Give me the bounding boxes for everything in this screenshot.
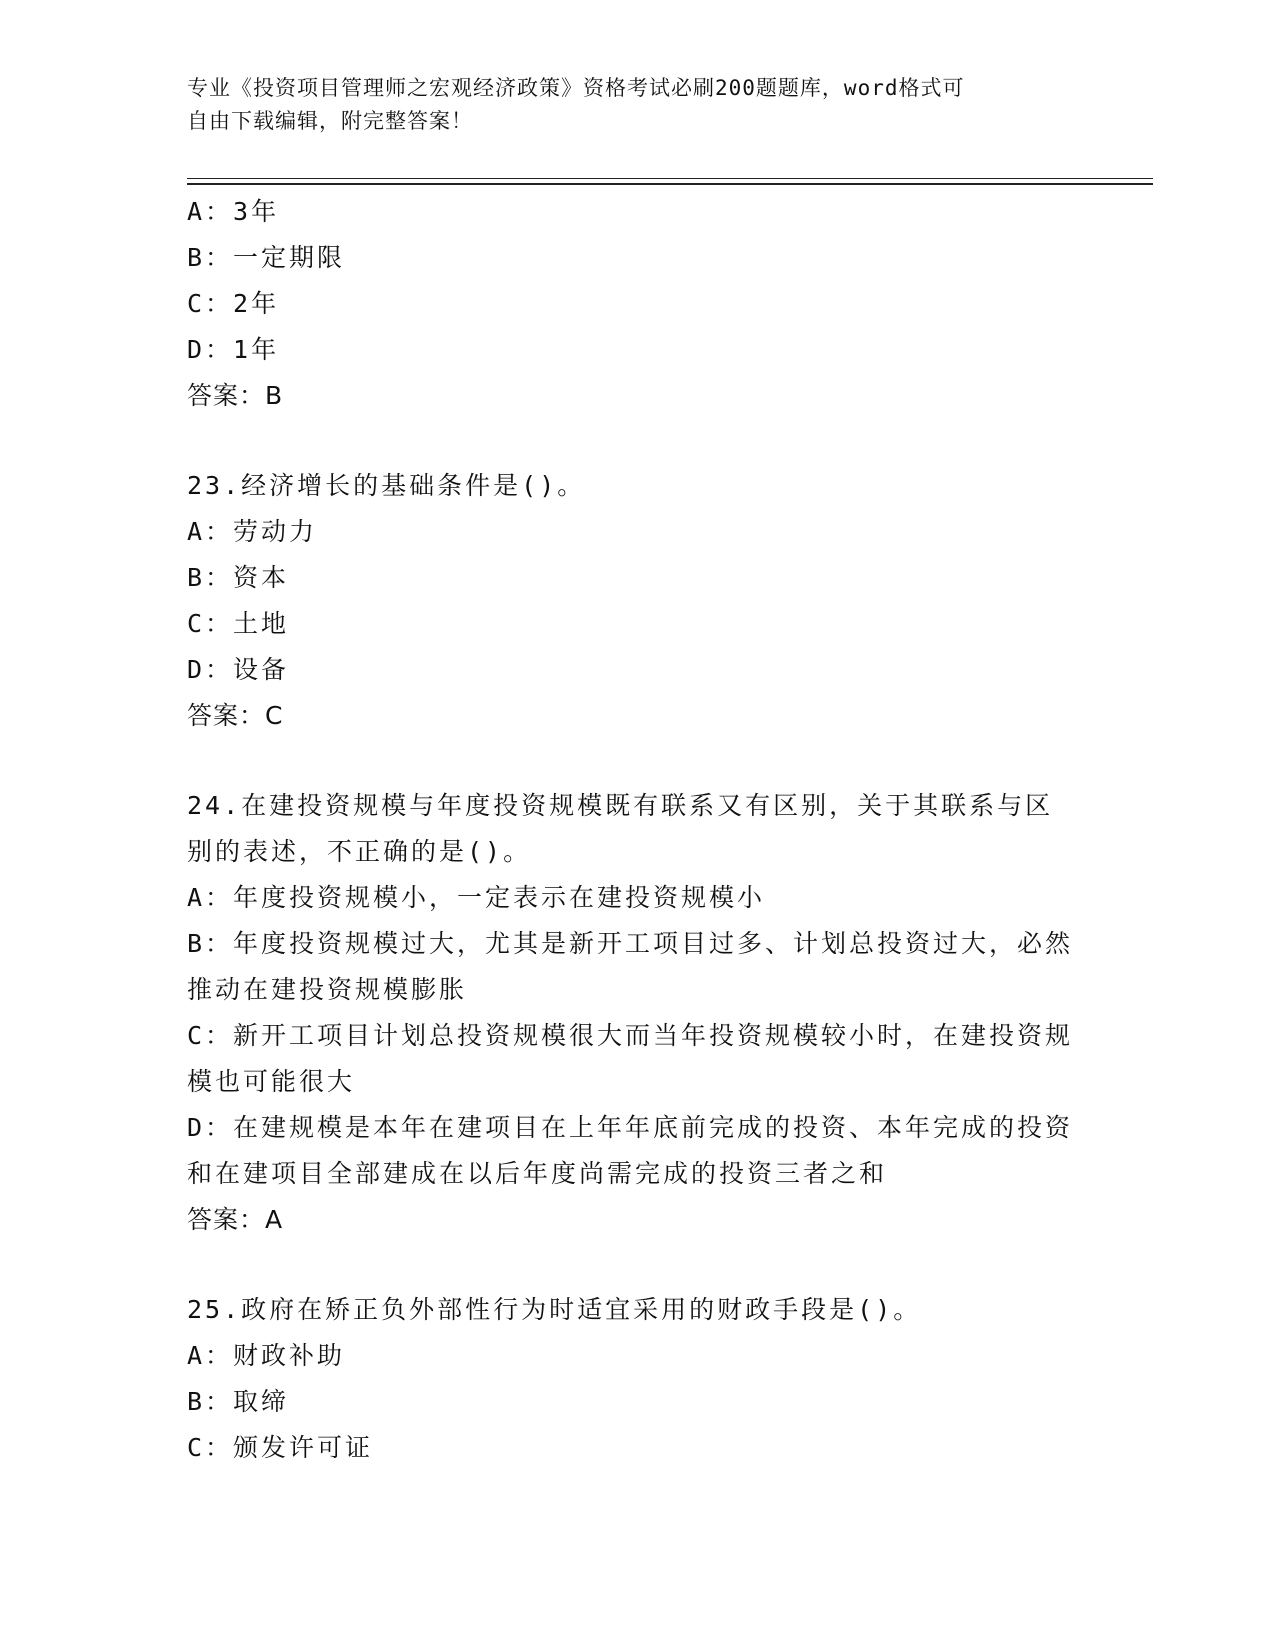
header-divider-thick (187, 183, 1153, 185)
question-25 (187, 1287, 1087, 1471)
question-24 (187, 783, 1087, 1243)
question-22 (187, 189, 1087, 419)
answer: 答案：A (187, 1205, 284, 1234)
option-d: D：在建规模是本年在建项目在上年年底前完成的投资、本年完成的投资和在建项目全部建成在以后年度尚需完成的投资三者之和 (187, 1113, 1074, 1188)
option-b: B：资本 (187, 563, 290, 592)
option-b: B：年度投资规模过大，尤其是新开工项目过多、计划总投资过大，必然推动在建投资规模膨胀 (187, 929, 1074, 1004)
option-b: B：取缔 (187, 1387, 290, 1416)
question-text: 23.经济增长的基础条件是()。 (187, 471, 586, 500)
option-c: C：土地 (187, 609, 290, 638)
option-a: A：3年 (187, 197, 280, 226)
header-line-2: 自由下载编辑，附完整答案！ (187, 109, 473, 133)
spacer (187, 419, 1087, 463)
answer: 答案：C (187, 701, 284, 730)
question-text: 25.政府在矫正负外部性行为时适宜采用的财政手段是()。 (187, 1295, 922, 1324)
question-list (187, 189, 1087, 1471)
option-c: C：颁发许可证 (187, 1433, 374, 1462)
document-header (187, 72, 1087, 138)
option-a: A：财政补助 (187, 1341, 346, 1370)
question-text: 24.在建投资规模与年度投资规模既有联系又有区别，关于其联系与区别的表述，不正确的是()。 (187, 791, 1054, 866)
answer: 答案：B (187, 381, 284, 410)
option-b: B：一定期限 (187, 243, 346, 272)
question-23 (187, 463, 1087, 739)
spacer (187, 1243, 1087, 1287)
header-line-1: 专业《投资项目管理师之宏观经济政策》资格考试必刷200题题库，word格式可 (187, 76, 965, 100)
header-divider-thin (187, 178, 1153, 179)
option-d: D：设备 (187, 655, 290, 684)
option-a: A：年度投资规模小，一定表示在建投资规模小 (187, 883, 766, 912)
spacer (187, 739, 1087, 783)
option-d: D：1年 (187, 335, 280, 364)
option-c: C：2年 (187, 289, 280, 318)
option-a: A：劳动力 (187, 517, 318, 546)
option-c: C：新开工项目计划总投资规模很大而当年投资规模较小时，在建投资规模也可能很大 (187, 1021, 1074, 1096)
